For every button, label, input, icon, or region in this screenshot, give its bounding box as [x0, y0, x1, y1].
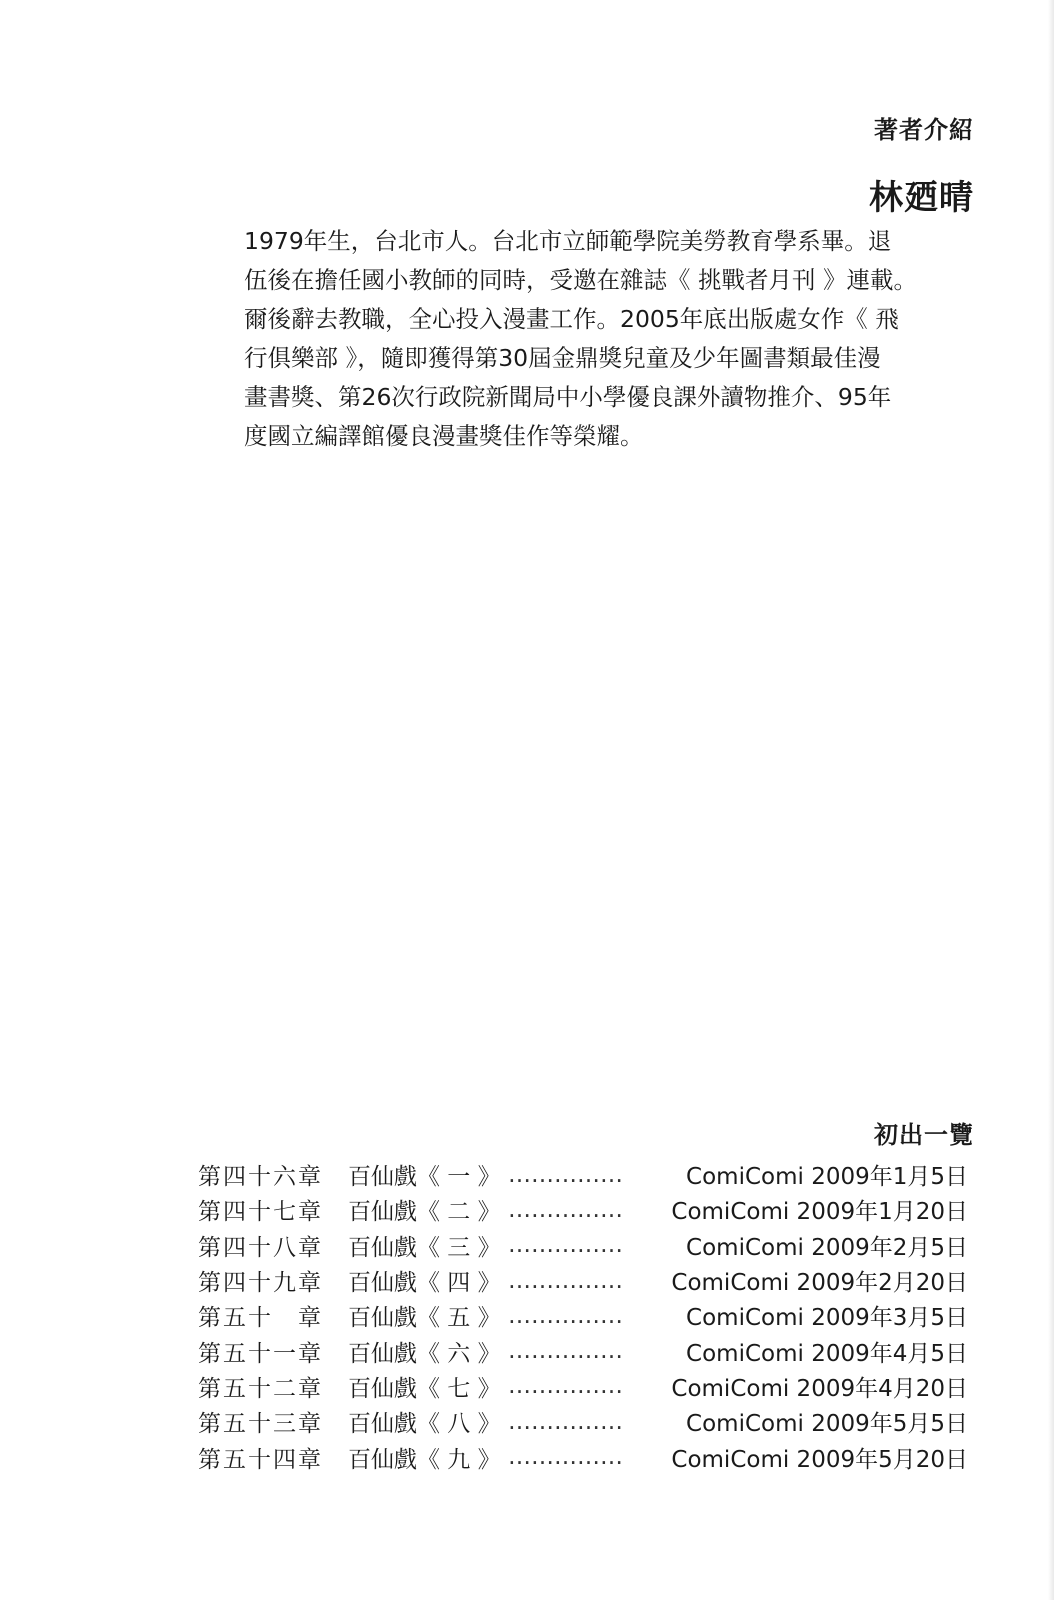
- bio-line: 行俱樂部 》，隨即獲得第30屆金鼎獎兒童及少年圖書類最佳漫: [244, 344, 881, 372]
- toc-title: 百仙戲《 六 》: [348, 1340, 501, 1367]
- bio-line: 1979年生，台北市人。台北市立師範學院美勞教育學系畢。退: [244, 227, 892, 255]
- author-section-heading: 著者介紹: [874, 116, 974, 144]
- toc-title: 百仙戲《 九 》: [348, 1446, 501, 1473]
- toc-chapter: 第五十四章: [198, 1446, 323, 1473]
- toc-publication: ComiComi 2009年4月5日: [686, 1340, 968, 1367]
- toc-row: [198, 1157, 998, 1192]
- toc-title: 百仙戲《 三 》: [348, 1234, 501, 1261]
- toc-publication: ComiComi 2009年3月5日: [686, 1305, 968, 1332]
- toc-publication: ComiComi 2009年5月5日: [686, 1411, 968, 1438]
- author-name: 林廼晴: [869, 178, 974, 218]
- toc-chapter: 第五十一章: [198, 1340, 323, 1367]
- toc-row: [198, 1369, 998, 1404]
- toc-chapter: 第五十三章: [198, 1411, 323, 1438]
- toc-row: [198, 1192, 998, 1227]
- toc-publication: ComiComi 2009年4月20日: [671, 1375, 968, 1402]
- toc-title: 百仙戲《 二 》: [348, 1199, 501, 1226]
- toc-chapter: 第五十 章: [198, 1305, 323, 1332]
- toc-row: [198, 1263, 998, 1298]
- bio-line: 畫書獎、第26次行政院新聞局中小學優良課外讀物推介、95年: [244, 383, 892, 411]
- toc-chapter: 第四十六章: [198, 1164, 323, 1191]
- first-publication-heading: 初出一覽: [874, 1121, 974, 1149]
- toc-publication: ComiComi 2009年5月20日: [671, 1446, 968, 1473]
- toc-publication: ComiComi 2009年2月5日: [686, 1234, 968, 1261]
- toc-title: 百仙戲《 八 》: [348, 1411, 501, 1438]
- toc-chapter: 第四十七章: [198, 1199, 323, 1226]
- toc-title: 百仙戲《 五 》: [348, 1305, 501, 1332]
- bio-line: 伍後在擔任國小教師的同時，受邀在雜誌《 挑戰者月刊 》連載。: [244, 266, 917, 294]
- toc-leader-dots: ……………: [508, 1338, 623, 1365]
- page-edge-shadow: [1048, 0, 1054, 1600]
- bio-line: 爾後辭去教職，全心投入漫畫工作。2005年底出版處女作《 飛: [244, 305, 899, 333]
- toc-leader-dots: ……………: [508, 1408, 623, 1435]
- toc-title: 百仙戲《 七 》: [348, 1375, 501, 1402]
- toc-row: [198, 1298, 998, 1333]
- toc-leader-dots: ……………: [508, 1267, 623, 1294]
- toc-title: 百仙戲《 一 》: [348, 1164, 501, 1191]
- first-publication-list: [198, 1157, 998, 1475]
- toc-leader-dots: ……………: [508, 1196, 623, 1223]
- toc-publication: ComiComi 2009年1月5日: [686, 1164, 968, 1191]
- toc-leader-dots: ……………: [508, 1373, 623, 1400]
- toc-chapter: 第四十九章: [198, 1270, 323, 1297]
- toc-publication: ComiComi 2009年2月20日: [671, 1270, 968, 1297]
- toc-chapter: 第五十二章: [198, 1375, 323, 1402]
- toc-row: [198, 1439, 998, 1474]
- toc-leader-dots: ……………: [508, 1302, 623, 1329]
- toc-publication: ComiComi 2009年1月20日: [671, 1199, 968, 1226]
- toc-leader-dots: ……………: [508, 1232, 623, 1259]
- toc-leader-dots: ……………: [508, 1161, 623, 1188]
- toc-row: [198, 1404, 998, 1439]
- toc-row: [198, 1333, 998, 1368]
- author-biography: [244, 222, 979, 456]
- toc-leader-dots: ……………: [508, 1444, 623, 1471]
- toc-title: 百仙戲《 四 》: [348, 1270, 501, 1297]
- bio-line: 度國立編譯館優良漫畫獎佳作等榮耀。: [244, 422, 644, 450]
- toc-row: [198, 1228, 998, 1263]
- toc-chapter: 第四十八章: [198, 1234, 323, 1261]
